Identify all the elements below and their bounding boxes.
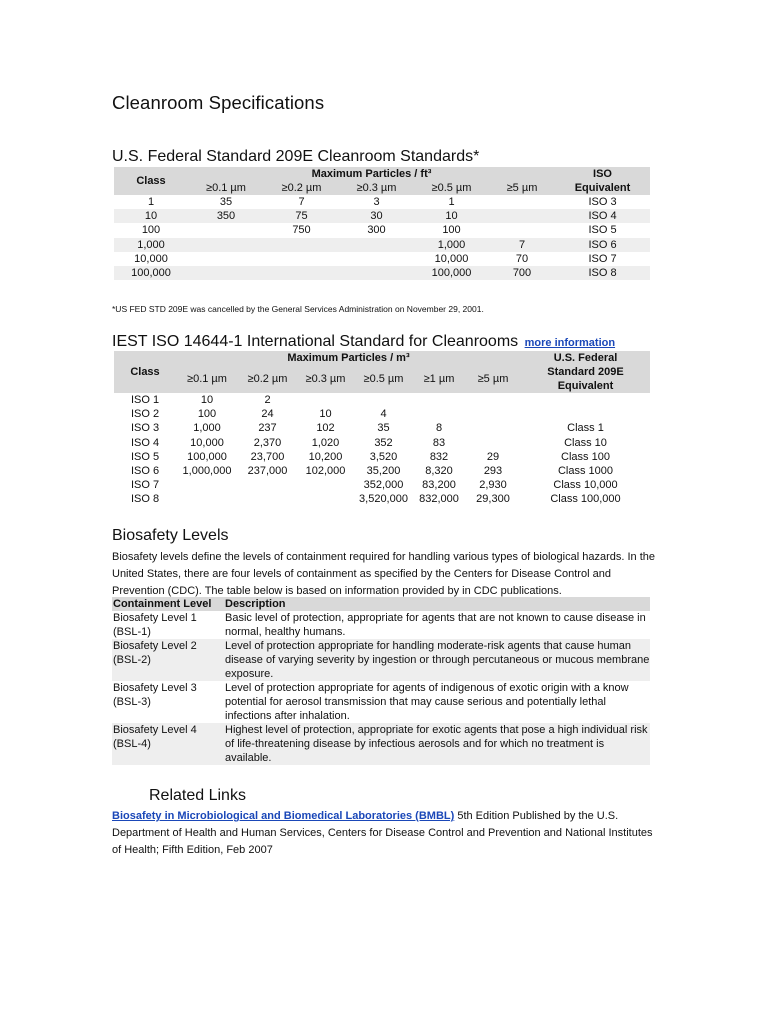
fed-size-header: ≥0.1 µm <box>188 181 264 195</box>
table-cell <box>465 407 521 421</box>
table-cell <box>521 393 650 407</box>
description-cell: Basic level of protection, appropriate for agents that are not known to cause disease in normal, healthy humans. <box>225 612 646 638</box>
table-cell: 100 <box>141 224 161 237</box>
table-cell: 1,000 <box>114 238 188 252</box>
table-cell: Class 10,000 <box>553 479 618 492</box>
table-cell: 300 <box>367 224 386 237</box>
level-cell <box>112 639 224 681</box>
table-cell: 2,370 <box>253 436 282 449</box>
table-cell: 1,000 <box>414 238 489 252</box>
table-row <box>114 238 650 252</box>
table-cell: 10 <box>114 209 188 223</box>
table-cell: ISO 8 <box>130 493 160 506</box>
fed-cancellation-note: *US FED STD 209E was cancelled by the General Services Administration on November 29, 2001. <box>112 304 484 314</box>
table-cell: 102,000 <box>305 465 346 478</box>
level-cell <box>112 681 224 723</box>
level-code: (BSL-1) <box>113 626 151 638</box>
table-cell: Class 100,000 <box>550 493 621 506</box>
table-row <box>114 464 650 478</box>
table-row <box>112 681 650 723</box>
table-cell: 10,200 <box>308 450 343 463</box>
table-cell: 75 <box>264 209 339 223</box>
fed-size-header: ≥0.3 µm <box>339 181 414 195</box>
table-cell: Class 100 <box>561 450 610 463</box>
table-cell: 29 <box>486 450 500 463</box>
table-cell: 1 <box>147 196 155 208</box>
table-cell: ISO 1 <box>130 394 160 406</box>
table-cell: ISO 2 <box>130 408 160 421</box>
level-code: (BSL-3) <box>113 696 151 708</box>
table-cell <box>264 252 339 266</box>
table-cell: ISO 7 <box>588 252 617 265</box>
table-cell <box>238 478 297 492</box>
table-cell: ISO 3 <box>130 422 160 435</box>
fed-size-header: ≥0.5 µm <box>414 181 489 195</box>
table-row <box>114 450 650 464</box>
table-cell <box>297 393 354 407</box>
fed-standard-table <box>114 167 650 280</box>
iso-standard-title: IEST ISO 14644-1 International Standard for Cleanrooms <box>112 333 519 350</box>
table-cell: 7 <box>489 238 555 252</box>
table-cell: 1,000,000 <box>182 465 232 478</box>
iso-size-header: ≥5 µm <box>465 365 521 393</box>
bmbl-link[interactable]: Biosafety in Microbiological and Biomedical Laboratories (BMBL) <box>112 810 455 822</box>
level-code: (BSL-2) <box>113 654 151 666</box>
table-cell <box>188 252 264 266</box>
biosafety-intro: Biosafety levels define the levels of containment required for handling various types of biological hazards. In the United States, there are four levels of containment as specified by the Centers for Disease Control and Prevention (CDC). The table below is based on information provided by in CDC publications. <box>112 551 655 597</box>
iso-standard-table <box>114 351 650 507</box>
table-cell: 30 <box>339 209 414 223</box>
table-cell: ISO 7 <box>130 479 160 492</box>
fed-size-header: ≥0.2 µm <box>264 181 339 195</box>
fed-size-header: ≥5 µm <box>489 181 555 195</box>
table-cell: 2 <box>264 394 271 406</box>
table-cell: 29,300 <box>476 493 510 506</box>
table-row <box>112 639 650 681</box>
iso-fed-header-line: Standard 209E <box>547 366 624 378</box>
table-cell: ISO 6 <box>555 238 650 252</box>
table-cell <box>264 266 339 280</box>
iso-fed-header-2 <box>521 365 650 393</box>
table-cell <box>297 478 354 492</box>
table-cell: 102 <box>316 422 335 435</box>
table-cell <box>297 492 354 506</box>
table-cell <box>339 252 414 266</box>
table-row <box>114 492 650 506</box>
table-cell: ISO 8 <box>555 266 650 280</box>
description-cell: Level of protection appropriate for agents of indigenous of exotic origin with a know potential for aerosol transmission that may cause serious and potentially lethal infections after inhalation. <box>225 682 629 722</box>
table-cell: 350 <box>188 209 264 223</box>
table-cell: ISO 4 <box>555 209 650 223</box>
table-cell: 24 <box>261 408 274 421</box>
iso-class-header: Class <box>114 351 176 393</box>
table-cell: 23,700 <box>250 450 285 463</box>
table-row <box>114 436 650 450</box>
table-cell: 35 <box>377 422 390 435</box>
table-cell: 1 <box>448 196 455 208</box>
table-row <box>114 209 650 223</box>
table-cell <box>264 238 339 252</box>
table-row <box>114 223 650 237</box>
table-row <box>112 611 650 639</box>
table-cell: 1,000 <box>193 422 221 435</box>
table-cell: 8,320 <box>425 465 453 478</box>
table-cell <box>465 436 521 450</box>
description-cell: Highest level of protection, appropriate for exotic agents that pose a high individual risk of life-threatening disease by infectious aerosols and for which no treatment is available. <box>224 723 650 765</box>
table-cell: 3,520,000 <box>359 493 408 506</box>
table-cell: 83 <box>432 436 446 449</box>
table-cell: 100,000 <box>187 450 227 463</box>
table-cell: 750 <box>292 224 311 237</box>
table-cell <box>521 407 650 421</box>
table-cell: 35,200 <box>366 465 401 478</box>
table-cell: 10 <box>414 209 489 223</box>
table-cell: 3 <box>373 196 380 208</box>
table-cell: 100 <box>197 408 217 421</box>
fed-iso-header: ISO <box>555 167 650 181</box>
level-name: Biosafety Level 4 <box>113 724 197 736</box>
table-cell <box>188 266 264 280</box>
description-header: Description <box>224 597 650 611</box>
table-cell: ISO 5 <box>588 224 617 237</box>
fed-iso-header-2: Equivalent <box>555 181 650 195</box>
iso-size-header: ≥0.2 µm <box>238 365 297 393</box>
table-cell: 100,000 <box>414 266 489 280</box>
table-cell <box>489 195 555 209</box>
table-cell <box>465 421 521 435</box>
iso-fed-header-line: Equivalent <box>557 380 614 392</box>
related-links-text <box>112 808 657 859</box>
iso-max-header: Maximum Particles / m³ <box>176 351 521 365</box>
table-row <box>114 478 650 492</box>
fed-class-header: Class <box>114 167 188 195</box>
table-cell <box>176 478 238 492</box>
table-cell <box>413 393 465 407</box>
table-cell: ISO 4 <box>130 436 160 449</box>
table-cell: 8 <box>435 422 443 435</box>
table-row <box>114 195 650 209</box>
table-cell <box>413 407 465 421</box>
table-cell: 3,520 <box>369 450 398 463</box>
table-row <box>114 266 650 280</box>
table-row <box>114 421 650 435</box>
table-row <box>114 407 650 421</box>
fed-standard-heading: U.S. Federal Standard 209E Cleanroom Standards* <box>112 148 480 165</box>
table-cell: 2,930 <box>479 479 507 492</box>
table-row <box>112 723 650 765</box>
biosafety-table <box>112 597 650 765</box>
fed-max-header: Maximum Particles / ft³ <box>188 167 555 181</box>
level-name: Biosafety Level 2 <box>113 640 197 652</box>
iso-size-header: ≥0.5 µm <box>354 365 413 393</box>
table-cell: 35 <box>219 196 233 208</box>
table-cell: 100 <box>442 224 461 237</box>
table-cell: ISO 3 <box>588 196 617 208</box>
table-cell: 100,000 <box>114 266 188 280</box>
table-cell: 7 <box>298 196 305 208</box>
table-cell: 237,000 <box>247 465 288 478</box>
table-cell: 832 <box>429 450 449 463</box>
table-cell: Class 10 <box>564 436 607 449</box>
table-cell: 700 <box>489 266 555 280</box>
table-row <box>114 393 650 407</box>
more-information-link[interactable]: more information <box>524 337 616 349</box>
table-cell: ISO 5 <box>130 450 160 463</box>
table-cell <box>339 266 414 280</box>
level-cell <box>112 611 224 639</box>
table-cell: 10,000 <box>134 252 168 265</box>
table-cell <box>354 393 413 407</box>
table-row <box>114 252 650 266</box>
table-cell: 70 <box>515 252 529 265</box>
containment-level-header: Containment Level <box>112 597 224 611</box>
iso-fed-header: U.S. Federal <box>521 351 650 365</box>
table-cell <box>489 223 555 237</box>
iso-size-header: ≥0.3 µm <box>297 365 354 393</box>
page-title: Cleanroom Specifications <box>112 92 325 113</box>
table-cell: Class 1 <box>567 422 604 435</box>
iso-standard-heading <box>112 333 615 351</box>
level-code: (BSL-4) <box>113 738 151 750</box>
related-links-heading: Related Links <box>149 787 246 804</box>
table-cell: Class 1000 <box>557 465 614 478</box>
table-cell <box>188 223 264 237</box>
description-cell: Level of protection appropriate for handling moderate-risk agents that cause human disease of varying severity by ingestion or through percutaneous or mucous membrane exposure. <box>225 640 650 680</box>
level-name: Biosafety Level 1 <box>113 612 197 624</box>
table-cell: 237 <box>258 422 277 435</box>
table-cell <box>339 238 414 252</box>
table-cell <box>465 393 521 407</box>
table-cell <box>238 492 297 506</box>
level-name: Biosafety Level 3 <box>113 682 197 694</box>
table-cell: 352,000 <box>363 479 404 492</box>
table-cell: 352 <box>374 436 393 449</box>
biosafety-heading: Biosafety Levels <box>112 527 229 544</box>
table-cell: 83,200 <box>422 479 456 492</box>
bmbl-description: 5th Edition Published by the U.S. Department of Health and Human Services, Centers for Disease Control and Prevention and National Institutes of Health; Fifth Edition, Feb 2007 <box>112 810 653 856</box>
table-cell: 10,000 <box>434 252 469 265</box>
table-cell: 10 <box>319 408 332 421</box>
table-cell: 10,000 <box>190 436 224 449</box>
table-cell: ISO 6 <box>130 465 160 478</box>
table-cell <box>176 492 238 506</box>
level-cell <box>112 723 224 765</box>
table-cell <box>489 209 555 223</box>
iso-size-header: ≥1 µm <box>413 365 465 393</box>
table-cell: 293 <box>483 465 503 478</box>
table-cell: 4 <box>380 408 387 421</box>
table-cell <box>188 238 264 252</box>
table-cell: 1,020 <box>311 436 340 449</box>
table-cell: 10 <box>200 394 214 406</box>
table-cell: 832,000 <box>419 493 459 506</box>
iso-size-header: ≥0.1 µm <box>176 365 238 393</box>
